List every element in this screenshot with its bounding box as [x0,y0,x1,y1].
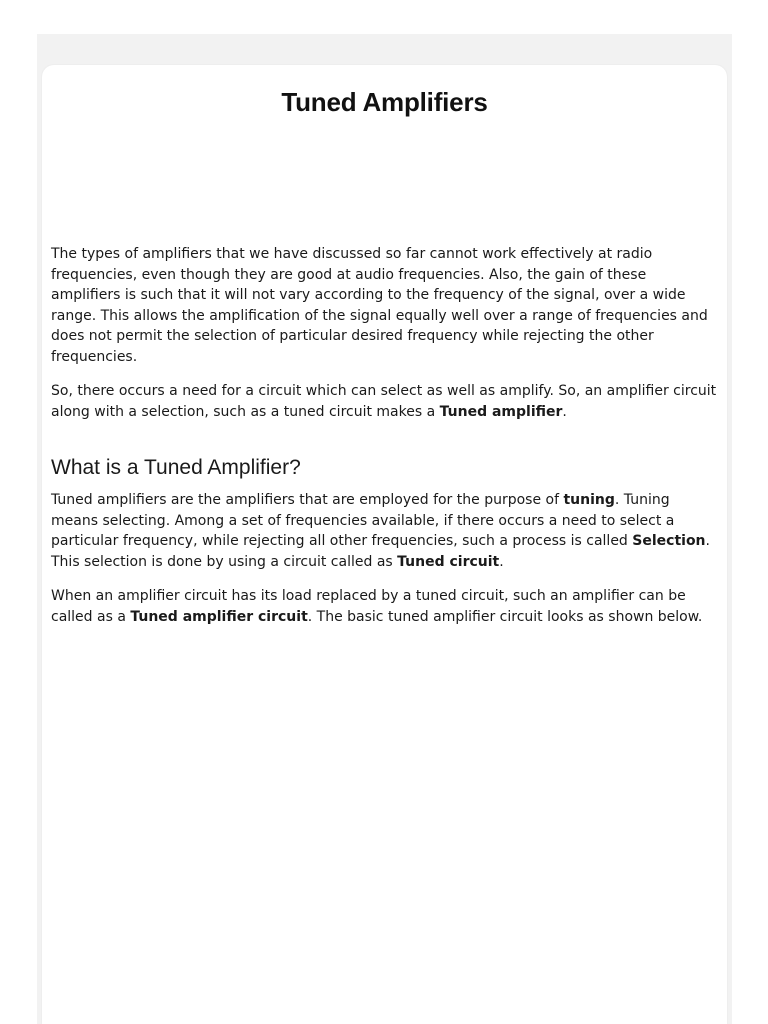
intro-p2-end: . [562,403,567,420]
section-paragraph-1 [51,490,717,572]
s1-bold-selection: Selection [632,533,706,549]
intro-paragraph-2 [51,381,717,422]
s1-text-g: . [499,553,504,570]
s2-text-c: . The basic tuned amplifier circuit looks as shown below. [307,608,703,625]
section-heading: What is a Tuned Amplifier? [51,456,301,479]
article-card [42,65,727,1024]
page-background [37,34,732,1024]
section-paragraph-2 [51,586,717,627]
s1-text-a: Tuned amplifiers are the amplifiers that are employed for the purpose of [51,492,564,508]
ad-placeholder [51,135,718,235]
intro-p2-bold: Tuned amplifier [439,403,563,420]
s1-text-c: . Tuning means selecting. Among a set of frequencies available, if there occurs a need to select a particular frequency, while rejecting all other frequencies, such a process is called [51,492,675,549]
figure-placeholder [51,641,717,921]
s1-text-e: . This selection is done by using a circuit called as [51,533,710,570]
article-body [51,244,717,921]
s1-bold-tuning: tuning [563,492,615,508]
s1-bold-tuned-circuit: Tuned circuit [397,553,500,570]
page-title: Tuned Amplifiers [281,87,488,117]
s2-bold-tuned-amplifier-circuit: Tuned amplifier circuit [130,608,308,625]
intro-p2-text: So, there occurs a need for a circuit which can select as well as amplify. So, an amplifier circuit along with a selection, such as a tuned circuit makes a [51,383,717,420]
intro-paragraph-1: The types of amplifiers that we have discussed so far cannot work effectively at radio frequencies, even though they are good at audio frequencies. Also, the gain of these amplifiers is such that it will not vary according to the frequency of the signal, over a wide range. This allows the amplification of the signal equally well over a range of frequencies and does not permit the selection of particular desired frequency while rejecting the other frequencies. [51,246,708,365]
s2-text-a: When an amplifier circuit has its load replaced by a tuned circuit, such an amplifier can be called as a [51,588,686,625]
